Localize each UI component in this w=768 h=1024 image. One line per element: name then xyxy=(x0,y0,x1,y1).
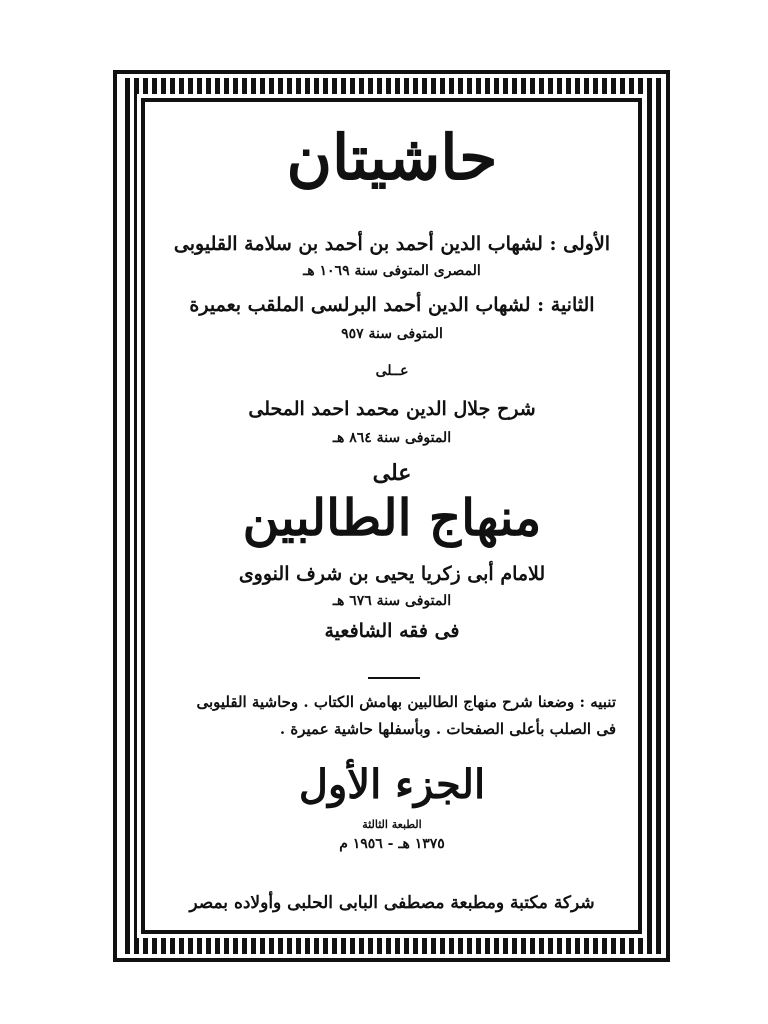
ala-heading: على xyxy=(372,460,412,486)
minhaj-title: منهاج الطالبين xyxy=(242,488,542,547)
note-line1: تنبيه : وضعنا شرح منهاج الطالبين بهامش الكتاب . وحاشية القليوبى xyxy=(196,693,616,711)
publisher-line: شركة مكتبة ومطبعة مصطفى البابى الحلبى وأولاده بمصر xyxy=(189,893,595,913)
fiqh-line: فى فقه الشافعية xyxy=(324,620,460,642)
second-hashiya-line2: المتوفى سنة ٩٥٧ xyxy=(341,326,443,342)
second-hashiya-line1: الثانية : لشهاب الدين أحمد البرلسى الملقب بعميرة xyxy=(189,294,595,316)
sharh-line2: المتوفى سنة ٨٦٤ هـ xyxy=(332,430,452,446)
edition-years: ١٣٧٥ هـ - ١٩٥٦ م xyxy=(339,836,445,852)
author-line2: المتوفى سنة ٦٧٦ هـ xyxy=(332,593,452,609)
first-hashiya-line2: المصرى المتوفى سنة ١٠٦٩ هـ xyxy=(303,263,481,279)
title-page xyxy=(150,105,634,925)
first-hashiya-line1: الأولى : لشهاب الدين أحمد بن أحمد بن سلامة القليوبى xyxy=(173,233,611,255)
ala-small: عــلى xyxy=(375,363,409,379)
author-line1: للامام أبى زكريا يحيى بن شرف النووى xyxy=(238,563,546,585)
volume-title: الجزء الأول xyxy=(298,761,486,808)
note-line2: فى الصلب بأعلى الصفحات . وبأسفلها حاشية عميرة . xyxy=(279,720,616,738)
edition-label: الطبعة الثالثة xyxy=(362,818,422,831)
separator-rule xyxy=(368,677,420,679)
sharh-line1: شرح جلال الدين محمد احمد المحلى xyxy=(248,398,536,420)
main-title: حاشيتان xyxy=(286,121,498,194)
